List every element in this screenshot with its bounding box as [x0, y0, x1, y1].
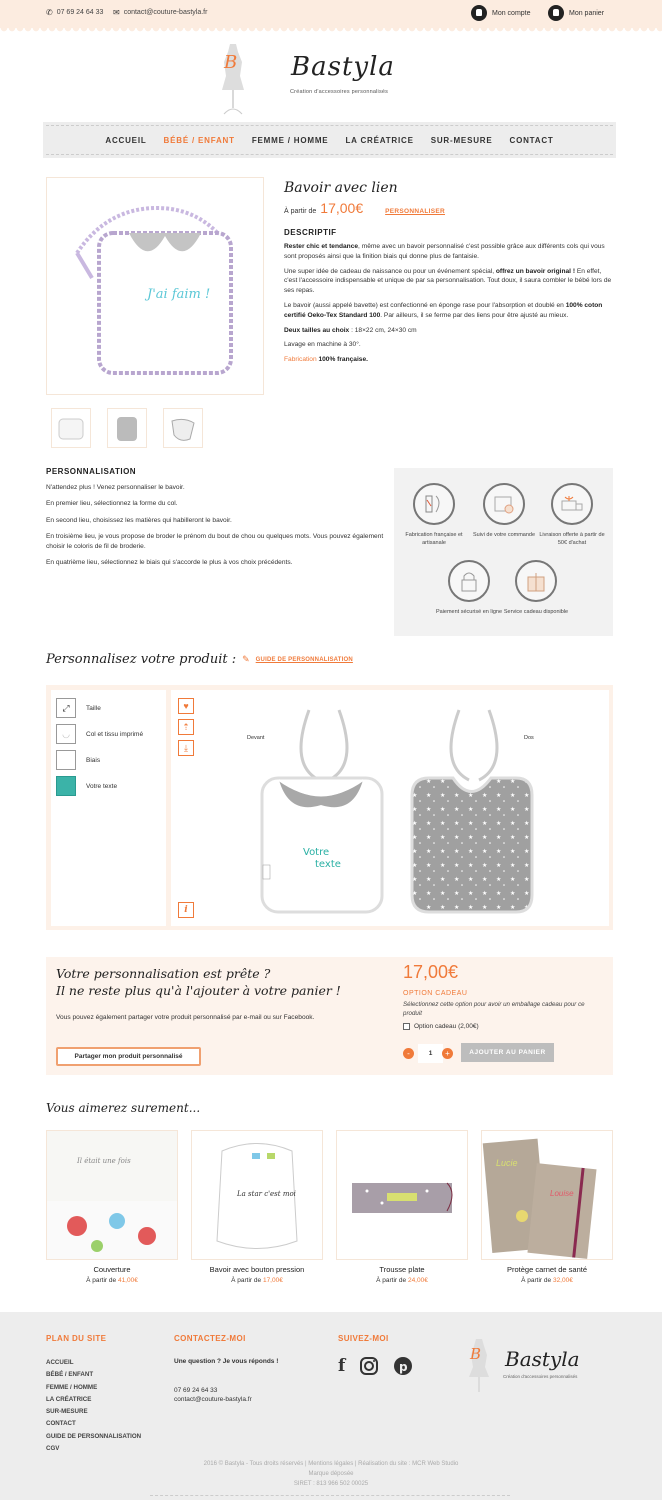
footer-link-accueil[interactable]: ACCUEIL — [46, 1359, 74, 1366]
account-link[interactable] — [471, 5, 531, 21]
perso-p5: En quatrième lieu, sélectionnez le biais qui s'accorde le plus à vos choix précédents. — [46, 559, 293, 567]
desc-p3: Le bavoir (aussi appelé bavette) est confectionné en éponge rase pour l'absorption et doublé en 100% coton certifié Oeko-Tex Standard 100. Par ailleurs, il se ferme par des liens pour être ajusté au mieux. — [284, 301, 603, 319]
feature-fabrication — [399, 483, 469, 547]
footer-link-cgv[interactable]: CGV — [46, 1445, 60, 1453]
customizer-header — [46, 652, 353, 667]
pinterest-icon[interactable] — [393, 1356, 413, 1376]
svg-text:Il était une fois: Il était une fois — [77, 1157, 131, 1165]
product-price: 17,00€ — [320, 200, 364, 216]
product-designer — [46, 685, 613, 930]
footer-link-guide[interactable]: GUIDE DE PERSONNALISATION — [46, 1432, 142, 1440]
rec-price: À partir de 17,00€ — [231, 1277, 283, 1284]
contact-intro: Une question ? Je vous réponds ! — [174, 1358, 279, 1365]
rec-price: À partir de 41,00€ — [86, 1277, 138, 1284]
nav-bebe-enfant[interactable]: BÉBÉ / ENFANT — [163, 135, 235, 145]
footer-contact — [174, 1357, 278, 1405]
footer-link-femme-homme[interactable]: FEMME / HOMME — [46, 1383, 98, 1391]
footer-link-la-creatrice[interactable]: LA CRÉATRICE — [46, 1395, 92, 1403]
share-button[interactable]: Partager mon produit personnalisé — [56, 1047, 201, 1066]
svg-text:texte: texte — [315, 859, 341, 870]
thumb-image — [52, 409, 90, 447]
perso-p4: En troisième lieu, je vous propose de broder le prénom du bout de chou ou quelques mots. Vous pouvez également choisir le coloris de fil de broderie. — [46, 533, 384, 550]
feature-suivi — [469, 483, 539, 540]
phone-number: 07 69 24 64 33 — [56, 9, 104, 16]
customizer-title: Personnalisez votre produit : — [46, 652, 237, 667]
guide-link[interactable]: GUIDE DE PERSONNALISATION — [255, 656, 353, 663]
envelope-icon: ✉ — [113, 8, 120, 17]
desc-p6: Fabrication 100% française. — [284, 356, 368, 364]
site-logo[interactable] — [218, 42, 448, 117]
rec-image — [46, 1130, 178, 1260]
follow-heading: SUIVEZ-MOI — [338, 1334, 389, 1343]
footer-brand: Bastyla — [505, 1347, 580, 1371]
feature-livraison — [537, 483, 607, 547]
svg-text:B: B — [470, 1345, 482, 1363]
option-texte[interactable] — [56, 776, 117, 796]
add-to-cart-panel — [46, 957, 613, 1075]
facebook-icon[interactable]: f — [338, 1356, 346, 1376]
cart-title — [56, 965, 341, 999]
cart-label: Mon panier — [569, 9, 605, 17]
rec-image — [336, 1130, 468, 1260]
user-icon — [471, 5, 487, 21]
cart-title-line1: Votre personnalisation est prête ? — [56, 966, 271, 981]
rec-name: Protège carnet de santé — [506, 1265, 588, 1274]
heart-upload-icon[interactable]: ⇡ — [178, 719, 194, 735]
feature-label: Fabrication française et artisanale — [405, 532, 463, 546]
footer-link-bebe-enfant[interactable]: BÉBÉ / ENFANT — [46, 1371, 94, 1379]
bib-front-preview — [259, 705, 389, 915]
thumbnail-3[interactable] — [163, 408, 203, 448]
quantity-input[interactable]: 1 — [418, 1044, 443, 1063]
option-label: Col et tissu imprimé — [86, 730, 144, 738]
sitemap-links — [46, 1357, 141, 1455]
rec-name: Couverture — [93, 1265, 131, 1274]
rec-price: À partir de 24,00€ — [376, 1277, 428, 1284]
phone-icon: ✆ — [46, 8, 53, 17]
svg-text:p: p — [399, 1360, 408, 1374]
rec-item-couverture[interactable] — [46, 1130, 178, 1284]
trademark-text: Marque déposée — [308, 1471, 354, 1477]
thumb-image — [164, 409, 202, 447]
nav-accueil[interactable]: ACCUEIL — [105, 135, 147, 145]
features-panel — [394, 468, 613, 636]
bib-photo — [47, 178, 263, 394]
option-label: Votre texte — [86, 782, 118, 790]
back-label: Dos — [524, 735, 534, 741]
option-taille[interactable] — [56, 698, 101, 718]
account-label: Mon compte — [492, 9, 531, 17]
share-text: Vous pouvez également partager votre produit personnalisé par e-mail ou sur Facebook. — [56, 1014, 315, 1021]
price-row — [284, 200, 445, 216]
download-icon[interactable]: ⤓ — [178, 740, 194, 756]
nav-contact[interactable]: CONTACT — [509, 135, 554, 145]
desc-p1: Rester chic et tendance, même avec un bavoir personnalisé c'est possible grâce aux différents cols qui vous sont proposés ainsi que la finition biais qui donne plus de fantaisie. — [284, 243, 605, 260]
rec-price: À partir de 32,00€ — [521, 1277, 573, 1284]
biais-swatch — [56, 750, 76, 770]
rec-image — [191, 1130, 323, 1260]
add-to-cart-button[interactable]: AJOUTER AU PANIER — [461, 1043, 554, 1062]
shopping-bag-icon — [548, 5, 564, 21]
phone-contact[interactable] — [46, 8, 103, 17]
rec-item-protege-carnet[interactable] — [481, 1130, 613, 1284]
scallop-border — [0, 28, 662, 34]
checkbox-label: Option cadeau (2,00€) — [414, 1023, 479, 1030]
gift-option-desc: Sélectionnez cette option pour avoir un emballage cadeau pour ce produit — [403, 1001, 585, 1017]
contact-heading: CONTACTEZ-MOI — [174, 1334, 246, 1343]
gift-option-checkbox[interactable] — [403, 1023, 479, 1030]
option-label: Taille — [86, 704, 101, 712]
footer-link-sur-mesure[interactable]: SUR-MESURE — [46, 1408, 88, 1416]
gift-box-icon — [515, 560, 557, 602]
mannequin-icon — [465, 1337, 495, 1397]
brand-name: Bastyla — [291, 52, 395, 82]
thumbnail-1[interactable] — [51, 408, 91, 448]
brand-tagline: Création d'accessoires personnalisés — [290, 89, 389, 95]
copyright — [0, 1459, 662, 1489]
copyright-text: 2016 © Bastyla - Tous droits réservés | Mentions légales | Réalisation du site : MCR Web Studio — [203, 1461, 459, 1467]
options-panel — [51, 690, 166, 926]
option-label: Biais — [86, 756, 101, 764]
siret-text: SIRET : 813 966 502 00025 — [293, 1481, 369, 1487]
desc-p5: Lavage en machine à 30°. — [284, 341, 361, 349]
main-nav — [46, 125, 613, 155]
padlock-icon — [448, 560, 490, 602]
rec-name: Bavoir avec bouton pression — [209, 1265, 305, 1274]
sewing-icon — [413, 483, 455, 525]
gift-option-heading: OPTION CADEAU — [403, 990, 468, 997]
decrease-quantity-button[interactable]: - — [403, 1048, 414, 1059]
feature-label: Suivi de votre commande — [472, 532, 536, 538]
svg-text:La star c'est moi: La star c'est moi — [237, 1190, 296, 1198]
personalize-link[interactable]: PERSONNALISER — [385, 208, 446, 215]
descriptif-heading: DESCRIPTIF — [284, 228, 337, 237]
recommendations-title: Vous aimerez surement... — [46, 1101, 201, 1115]
cart-link[interactable] — [548, 5, 604, 21]
nav-sur-mesure[interactable]: SUR-MESURE — [430, 135, 493, 145]
thumb-image — [108, 409, 146, 447]
footer-link-contact[interactable]: CONTACT — [46, 1420, 76, 1428]
perso-p2: En premier lieu, sélectionnez la forme du col. — [46, 500, 178, 508]
size-icon: ⤢ — [56, 698, 76, 718]
feature-cadeau — [501, 560, 571, 617]
cart-title-line2: Il ne reste plus qu'à l'ajouter à votre panier ! — [56, 983, 341, 998]
social-links — [338, 1356, 413, 1376]
price-prefix: À partir de — [284, 208, 317, 215]
perso-p1: N'attendez plus ! Venez personnaliser le bavoir. — [46, 484, 185, 491]
thumbnail-2[interactable] — [107, 408, 147, 448]
checkbox[interactable] — [403, 1023, 410, 1030]
mannequin-icon — [218, 42, 248, 116]
info-icon[interactable]: i — [178, 902, 194, 918]
text-color-swatch — [56, 776, 76, 796]
feature-label: Paiement sécurisé en ligne — [435, 609, 503, 615]
rec-image — [481, 1130, 613, 1260]
bib-back-preview — [409, 705, 539, 915]
product-description — [284, 228, 614, 365]
top-bar — [0, 0, 662, 28]
svg-text:Lucie: Lucie — [496, 1158, 518, 1168]
rec-item-trousse[interactable] — [336, 1130, 468, 1284]
svg-text:Louise: Louise — [550, 1189, 574, 1198]
svg-text:B: B — [224, 52, 238, 73]
footer-tagline: Création d'accessoires personnalisés — [503, 1374, 578, 1379]
svg-text:J'ai faim !: J'ai faim ! — [147, 287, 211, 302]
desc-p4: Deux tailles au choix : 18×22 cm, 24×30 cm — [284, 326, 417, 334]
desc-p2: Une super idée de cadeau de naissance ou pour un événement spécial, offrez un bavoir original ! En effet, c'est l'accessoire indispensable et unique de par sa personnalisation. Tout doux, il saura combler le bébé lors de ses repas. — [284, 267, 612, 295]
preview-canvas[interactable] — [171, 690, 609, 926]
feature-paiement — [434, 560, 504, 617]
footer — [0, 1312, 662, 1500]
increase-quantity-button[interactable]: + — [442, 1048, 453, 1059]
option-biais[interactable] — [56, 750, 100, 770]
gift-truck-icon — [551, 483, 593, 525]
svg-text:Votre: Votre — [303, 847, 330, 858]
footer-divider — [150, 1495, 510, 1496]
feature-label: Livraison offerte à partir de 50€ d'achat — [539, 532, 605, 546]
product-main-image[interactable] — [46, 177, 264, 395]
heart-icon[interactable]: ♥ — [178, 698, 194, 714]
email-address: contact@couture-bastyla.fr — [123, 9, 208, 16]
perso-p3: En second lieu, choisissez les matières qui habilleront le bavoir. — [46, 516, 232, 524]
sitemap-heading: PLAN DU SITE — [46, 1334, 107, 1343]
option-col[interactable] — [56, 724, 143, 744]
rec-item-bavoir-pression[interactable] — [191, 1130, 323, 1284]
collar-icon: ◡ — [56, 724, 76, 744]
email-contact[interactable] — [113, 8, 207, 17]
footer-phone[interactable]: 07 69 24 64 33 — [174, 1386, 218, 1394]
feature-label: Service cadeau disponible — [503, 609, 569, 615]
nav-la-creatrice[interactable]: LA CRÉATRICE — [345, 135, 414, 145]
pencil-icon: ✎ — [242, 654, 250, 664]
rec-name: Trousse plate — [379, 1265, 425, 1274]
footer-email[interactable]: contact@couture-bastyla.fr — [174, 1396, 252, 1403]
nav-femme-homme[interactable]: FEMME / HOMME — [251, 135, 329, 145]
cart-price: 17,00€ — [403, 962, 459, 982]
footer-logo[interactable] — [465, 1337, 615, 1397]
package-check-icon — [483, 483, 525, 525]
front-label: Devant — [247, 735, 265, 741]
instagram-icon[interactable] — [359, 1356, 379, 1376]
product-title: Bavoir avec lien — [284, 180, 398, 196]
personnalisation-heading: PERSONNALISATION — [46, 467, 137, 476]
personnalisation-section — [46, 467, 386, 567]
